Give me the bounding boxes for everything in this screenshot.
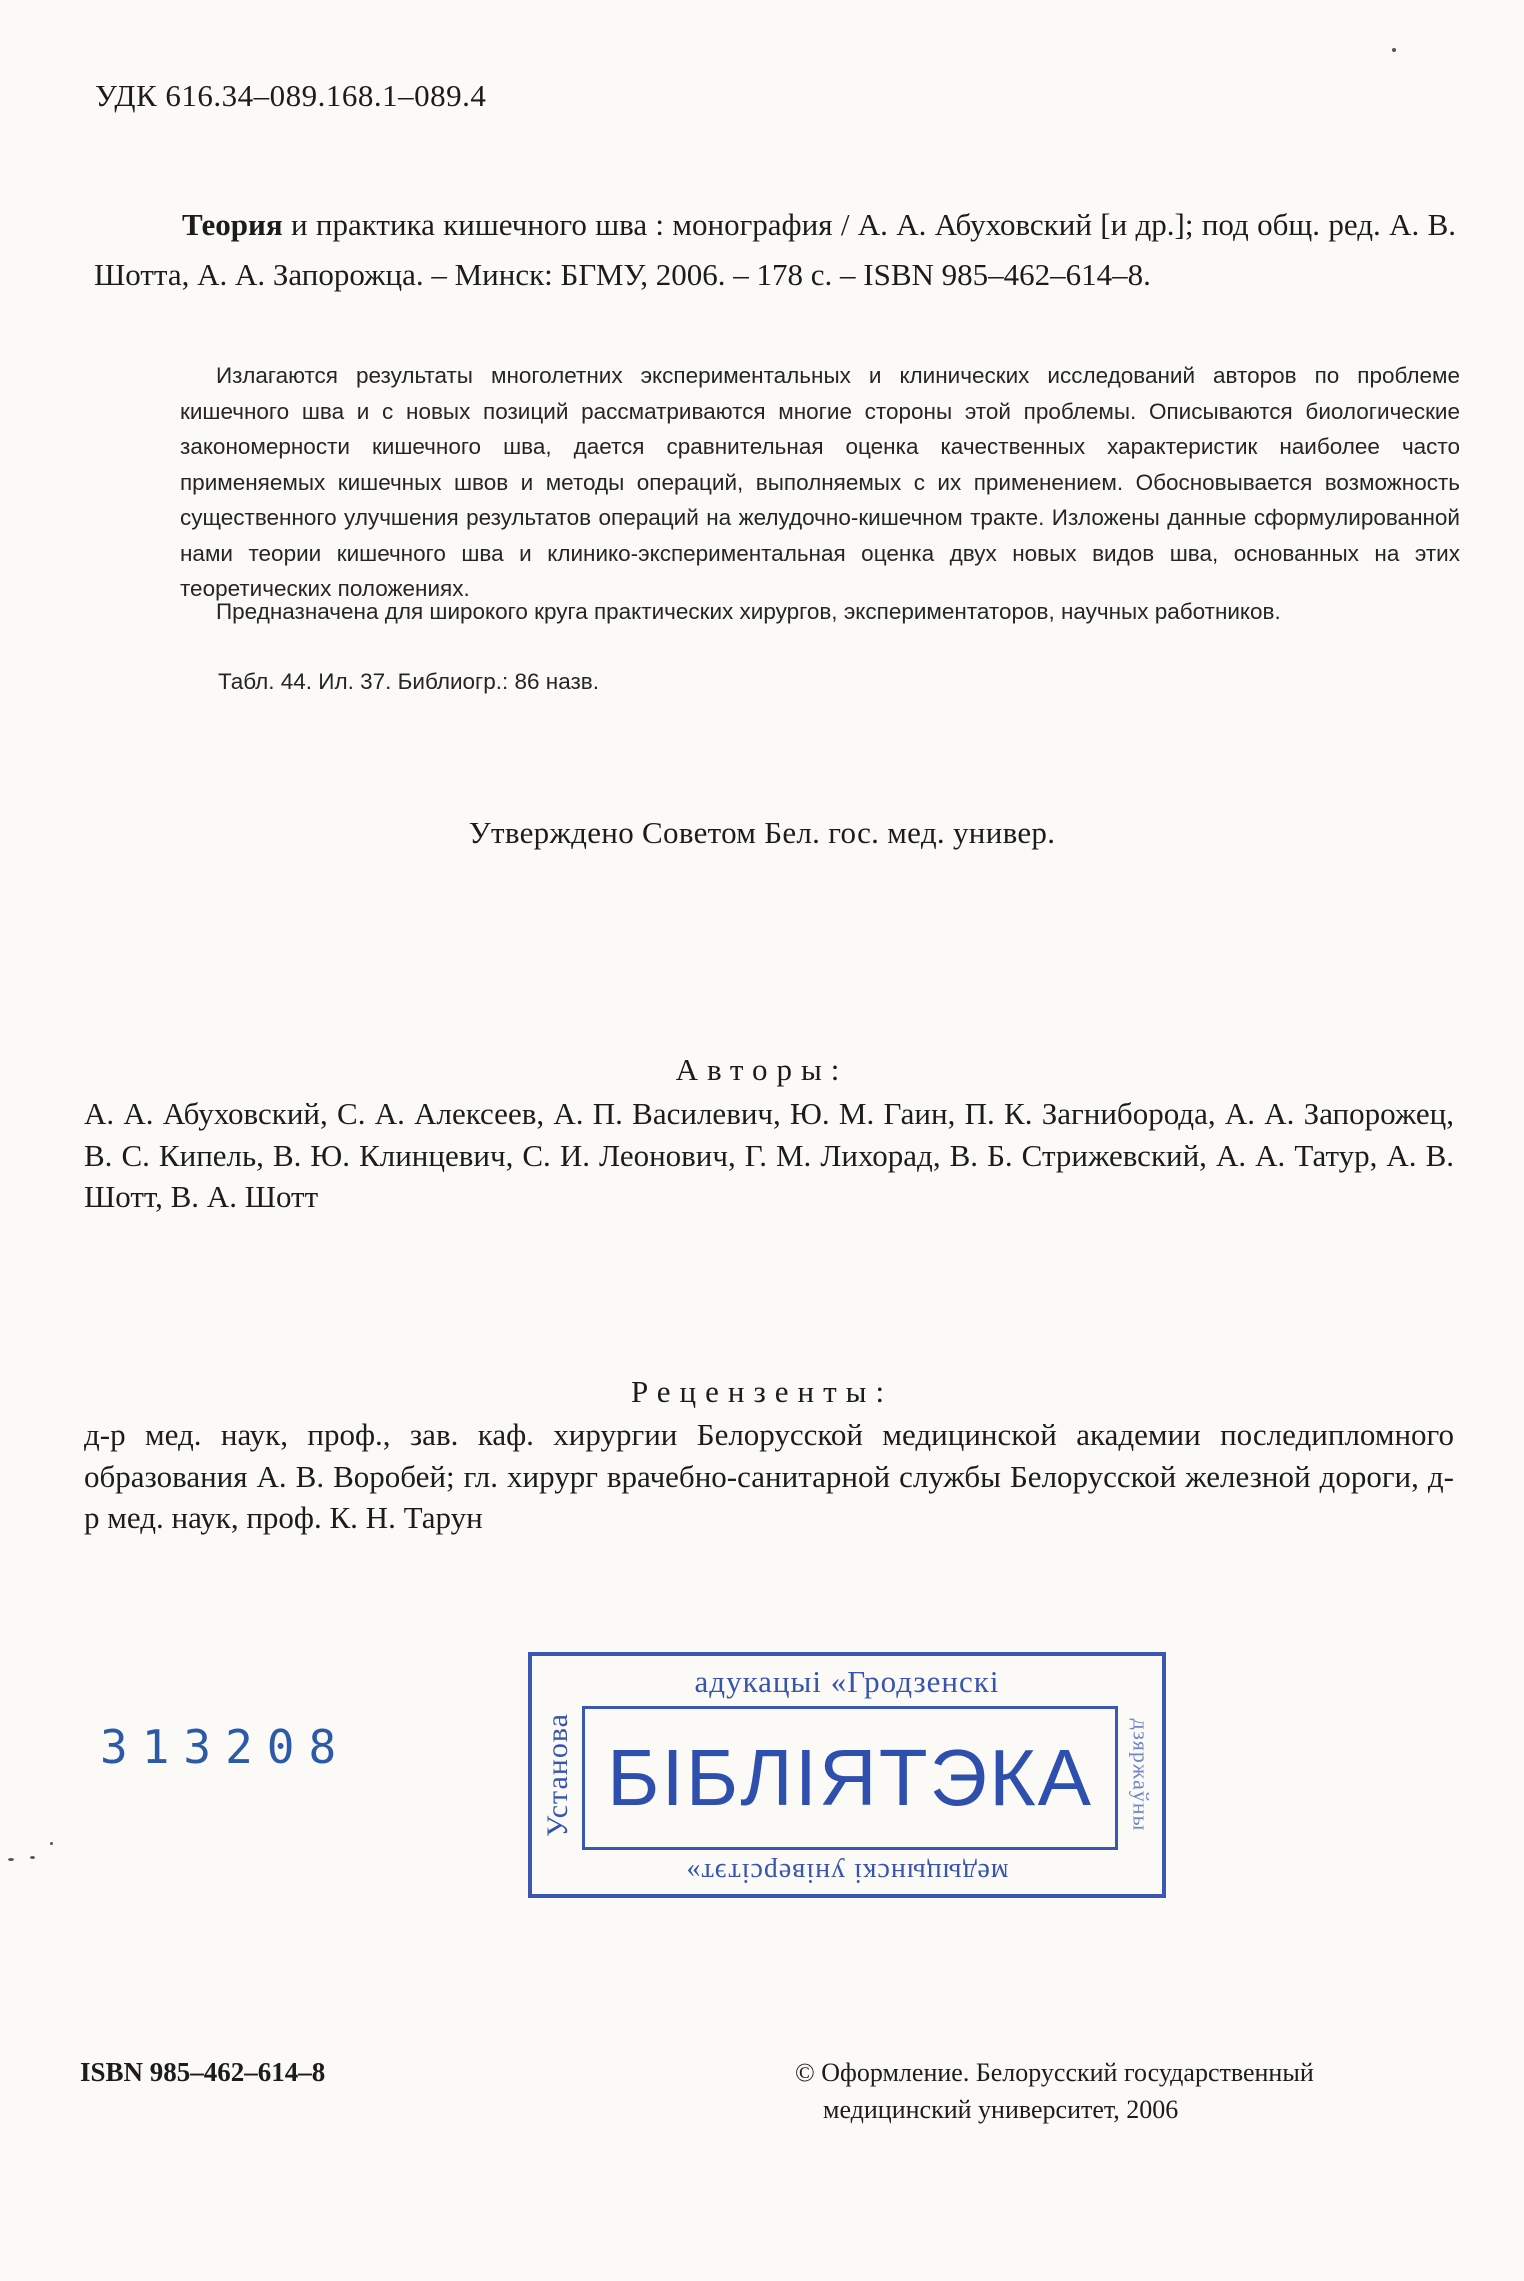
library-stamp: [528, 1652, 1166, 1898]
authors-list: А. А. Абуховский, С. А. Алексеев, А. П. Василевич, Ю. М. Гаин, П. К. Загниборода, А. А. Запорожец, В. С. Кипель, В. Ю. Клинцевич, С. И. Леонович, Г. М. Лихорад, В. Б. Стрижевский, А. А. Татур, А. В. Шотт, В. А. Шотт: [84, 1096, 1454, 1214]
scan-speck: [8, 1858, 14, 1861]
audience-paragraph: Предназначена для широкого круга практических хирургов, экспериментаторов, научных работников.: [216, 599, 1281, 624]
stamp-top-text: адукацыі «Гродзенскі: [694, 1664, 1000, 1699]
scan-speck: [50, 1842, 53, 1845]
copyright-line-2: медицинский университет, 2006: [823, 2095, 1179, 2124]
abstract-paragraph: Излагаются результаты многолетних экспериментальных и клинических исследований авторов по проблеме кишечного шва и с новых позиций рассматриваются многие стороны этой проблемы. Описываются биологические закономерности кишечного шва, дается сравнительная оценка качественных характеристик наиболее часто применяемых кишечных швов и методы операций, выполняемых с их применением. Обосновывается возможность существенного улучшения результатов операций на желудочно-кишечном тракте. Изложены данные сформулированной нами теории кишечного шва и клинико-экспериментальная оценка двух новых видов шва, основанных на этих теоретических положениях.: [180, 363, 1460, 601]
stamp-main-text: БІБЛІЯТЭКА: [606, 1733, 1094, 1822]
inventory-number-stamp: 313208: [100, 1720, 351, 1774]
copyright-line-1: © Оформление. Белорусский государственный: [795, 2058, 1314, 2087]
copyright-notice: [795, 2054, 1435, 2128]
citation-title: Теория: [182, 207, 283, 242]
udk-code: УДК 616.34–089.168.1–089.4: [95, 78, 487, 113]
reviewers-list: д-р мед. наук, проф., зав. каф. хирургии Белорусской медицинской академии последипломного образования А. В. Воробей; гл. хирург врачебно-санитарной службы Белорусской железной дороги, д-р мед. наук, проф. К. Н. Тарун: [84, 1417, 1454, 1535]
bibliographic-citation: [94, 200, 1456, 300]
scan-speck: [1392, 48, 1396, 52]
approval-note: Утверждено Советом Бел. гос. мед. универ.: [468, 815, 1056, 850]
tables-illustrations-count: Табл. 44. Ил. 37. Библиогр.: 86 назв.: [218, 669, 599, 694]
stamp-bottom-text: медыцынскі універсітэт»: [685, 1857, 1009, 1888]
scan-speck: [30, 1856, 35, 1859]
authors-heading: Авторы:: [675, 1052, 849, 1087]
isbn-footer: ISBN 985–462–614–8: [80, 2057, 326, 2087]
stamp-left-text: Установа: [541, 1713, 575, 1837]
citation-details: и практика кишечного шва : монография / А. А. Абуховский [и др.]; под общ. ред. А. В. Шотта, А. А. Запорожца. – Минск: БГМУ, 2006. – 178 с. – ISBN 985–462–614–8.: [94, 207, 1456, 292]
reviewers-heading: Рецензенты:: [630, 1374, 894, 1409]
stamp-right-text: дзяржаўны: [1128, 1718, 1154, 1832]
